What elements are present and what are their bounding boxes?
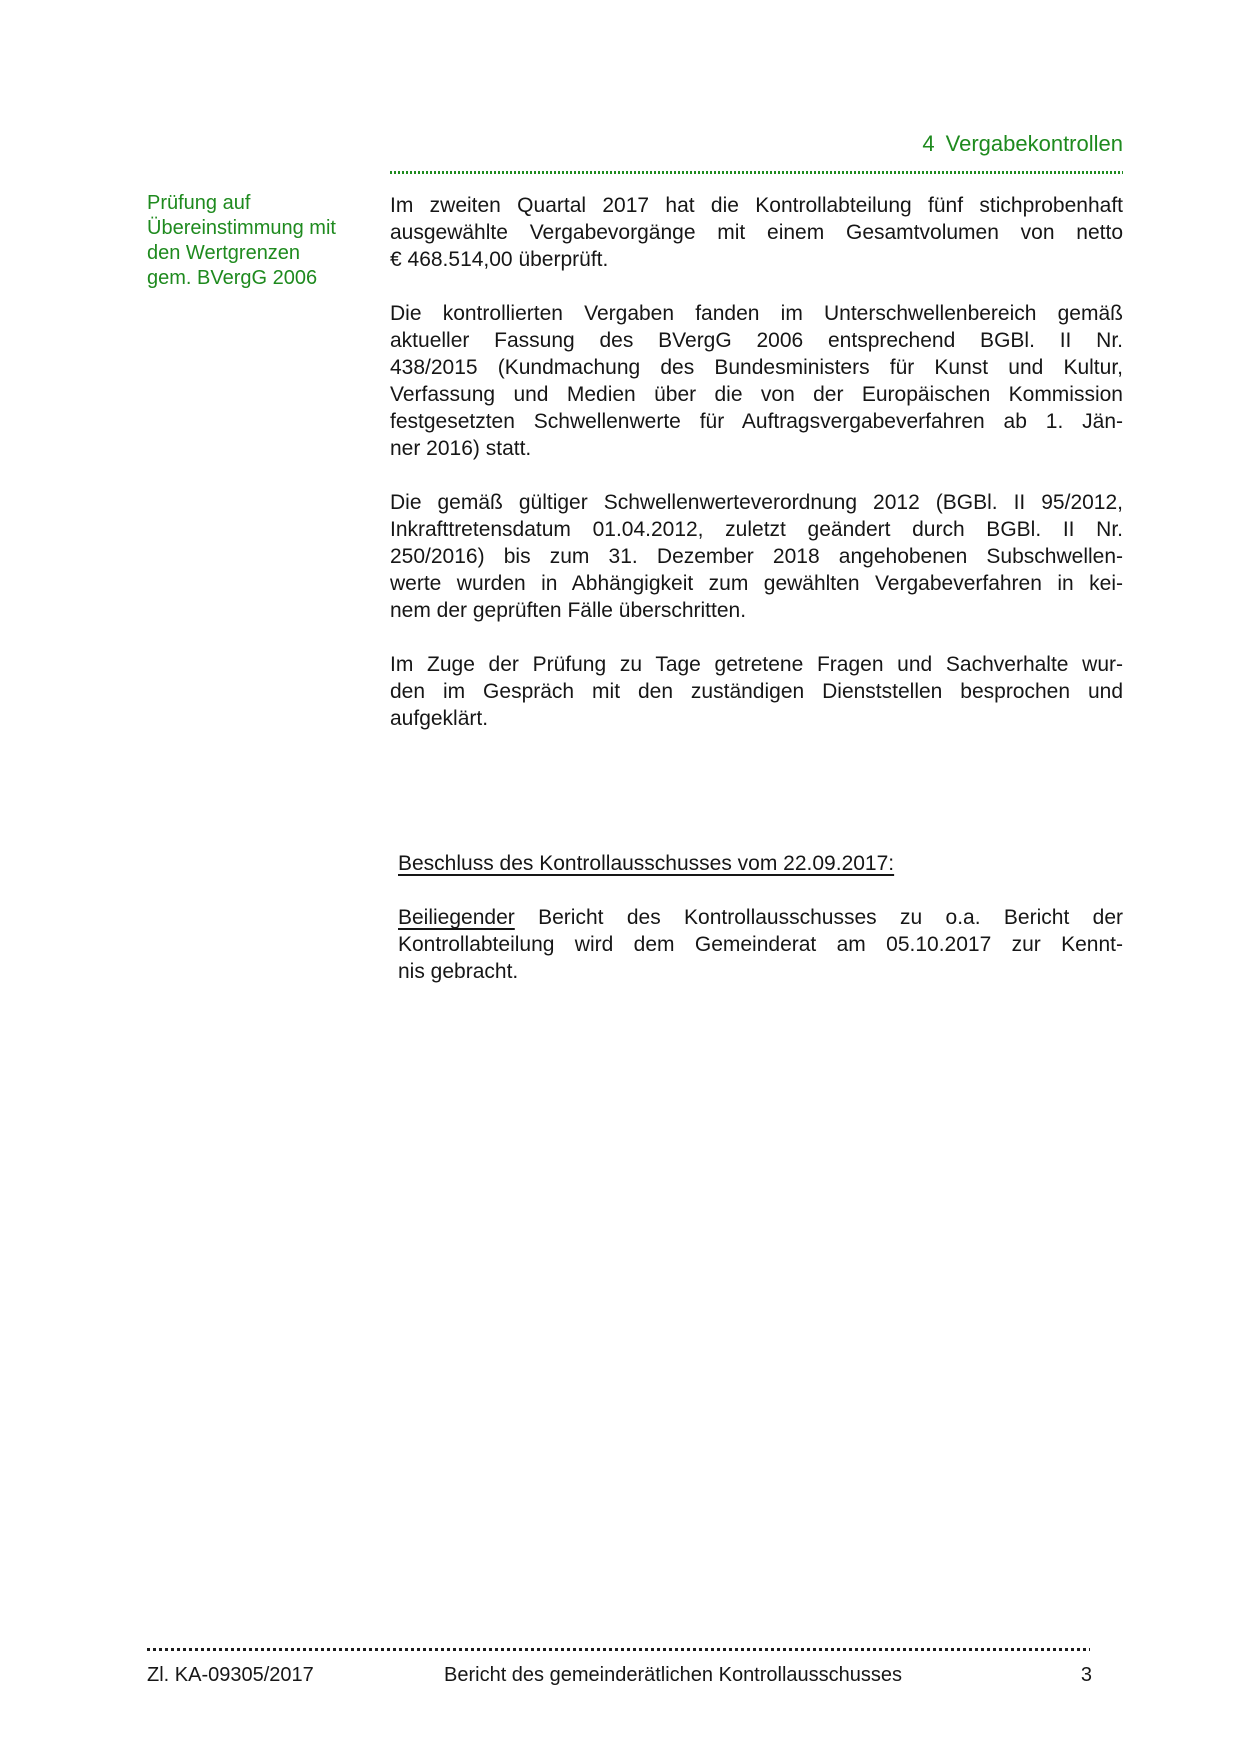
underlined-word: Beiliegender xyxy=(398,906,515,929)
paragraph-2 xyxy=(390,300,1123,462)
text-line: 438/2015 (Kundmachung des Bundesministers für Kunst und Kultur, xyxy=(390,356,1123,379)
footer-page-number: 3 xyxy=(1080,1664,1092,1686)
text-line: aktueller Fassung des BVergG 2006 entsprechend BGBl. II Nr. xyxy=(390,329,1123,352)
document-body xyxy=(390,192,1123,1012)
chapter-title: Vergabekontrollen xyxy=(945,131,1123,156)
chapter-header xyxy=(922,131,1123,157)
text-line: festgesetzten Schwellenwerte für Auftragsvergabeverfahren ab 1. Jän- xyxy=(390,410,1123,433)
text-line-rest: Bericht des Kontrollausschusses zu o.a. Bericht der xyxy=(514,906,1123,929)
footer-reference-number: Zl. KA-09305/2017 xyxy=(147,1664,314,1686)
chapter-divider-dotted-line xyxy=(390,171,1123,174)
margin-note-line: gem. BVergG 2006 xyxy=(147,267,318,289)
paragraph-1 xyxy=(390,192,1123,273)
text-line: aufgeklärt. xyxy=(390,707,489,730)
text-line: Verfassung und Medien über die von der Europäischen Kommission xyxy=(390,383,1123,406)
text-line: Die gemäß gültiger Schwellenwerteverordnung 2012 (BGBl. II 95/2012, xyxy=(390,491,1123,514)
chapter-number: 4 xyxy=(922,131,935,156)
footer-divider-dotted-line xyxy=(147,1648,1090,1651)
text-line: ner 2016) statt. xyxy=(390,437,532,460)
paragraph-3 xyxy=(390,489,1123,624)
text-line: Im Zuge der Prüfung zu Tage getretene Fragen und Sachverhalte wur- xyxy=(390,653,1123,676)
text-line: € 468.514,00 überprüft. xyxy=(390,248,609,271)
footer-document-title: Bericht des gemeinderätlichen Kontrollausschusses xyxy=(444,1664,903,1686)
text-line: nis gebracht. xyxy=(398,960,519,983)
decision-block xyxy=(390,850,1123,985)
paragraph-4 xyxy=(390,651,1123,732)
margin-note-line: Übereinstimmung mit xyxy=(147,217,336,239)
decision-heading: Beschluss des Kontrollausschusses vom 22.09.2017: xyxy=(398,852,895,875)
margin-note-line: Prüfung auf xyxy=(147,192,251,214)
text-line: werte wurden in Abhängigkeit zum gewählten Vergabeverfahren in kei- xyxy=(390,572,1123,595)
text-line: den im Gespräch mit den zuständigen Dienststellen besprochen und xyxy=(390,680,1123,703)
text-line: Kontrollabteilung wird dem Gemeinderat am 05.10.2017 zur Kennt- xyxy=(398,933,1123,956)
text-line: Die kontrollierten Vergaben fanden im Unterschwellenbereich gemäß xyxy=(390,302,1123,325)
margin-note xyxy=(147,191,382,291)
margin-note-line: den Wertgrenzen xyxy=(147,242,301,264)
text-line: Im zweiten Quartal 2017 hat die Kontrollabteilung fünf stichprobenhaft xyxy=(390,194,1123,217)
decision-paragraph xyxy=(398,904,1123,985)
text-line: ausgewählte Vergabevorgänge mit einem Gesamtvolumen von netto xyxy=(390,221,1123,244)
text-line: Inkrafttretensdatum 01.04.2012, zuletzt geändert durch BGBl. II Nr. xyxy=(390,518,1123,541)
text-line xyxy=(398,904,1123,931)
text-line: nem der geprüften Fälle überschritten. xyxy=(390,599,747,622)
text-line: 250/2016) bis zum 31. Dezember 2018 angehobenen Subschwellen- xyxy=(390,545,1123,568)
